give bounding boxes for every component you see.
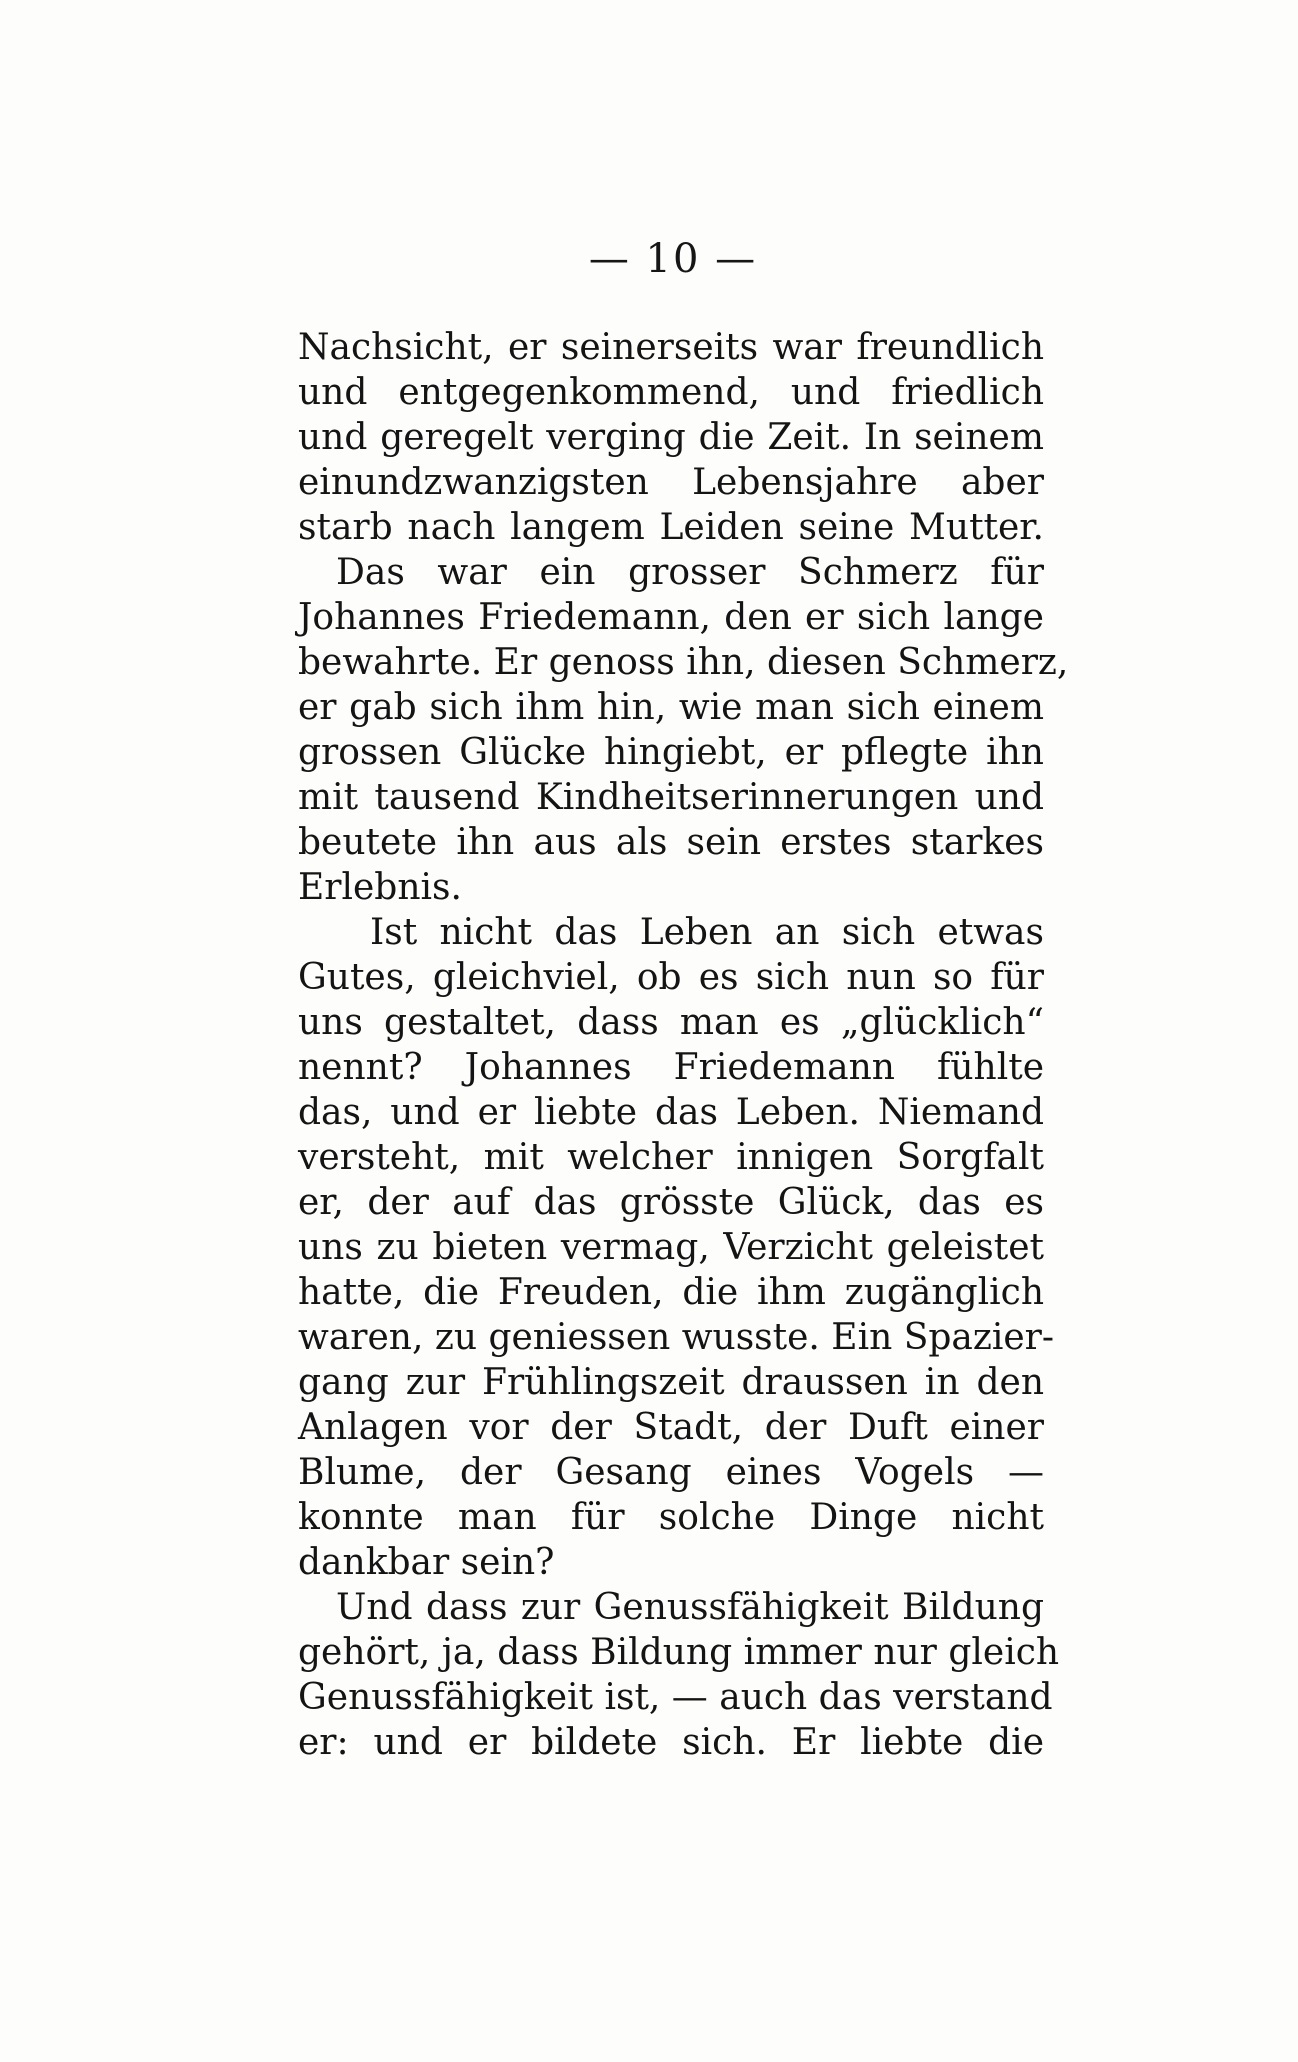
text-line: grossen Glücke hingiebt, er pflegte ihn — [298, 732, 1044, 773]
paragraph-4 — [298, 1585, 1060, 1765]
text-line: er, der auf das grösste Glück, das es — [298, 1182, 1044, 1223]
text-line: das, und er liebte das Leben. Niemand — [298, 1092, 1044, 1133]
text-line: er gab sich ihm hin, wie man sich einem — [298, 687, 1044, 728]
text-line: uns zu bieten vermag, Verzicht geleistet — [298, 1227, 1044, 1268]
text-line: beutete ihn aus als sein erstes starkes — [298, 822, 1044, 863]
text-line: Johannes Friedemann, den er sich lange — [298, 597, 1044, 638]
text-line: Nachsicht, er seinerseits war freundlich — [298, 327, 1044, 368]
text-line: und entgegenkommend, und friedlich — [298, 372, 1044, 413]
text-line: einundzwanzigsten Lebensjahre aber — [298, 462, 1044, 503]
text-line: Anlagen vor der Stadt, der Duft einer — [298, 1407, 1044, 1448]
text-line: uns gestaltet, dass man es „glücklich“ — [298, 1002, 1044, 1043]
text-line: dankbar sein? — [298, 1542, 555, 1583]
text-line: gehört, ja, dass Bildung immer nur gleich — [298, 1632, 1060, 1673]
body-text — [298, 325, 1069, 1765]
text-line: Ist nicht das Leben an sich etwas — [370, 912, 1044, 953]
text-line: konnte man für solche Dinge nicht — [298, 1497, 1044, 1538]
text-line: starb nach langem Leiden seine Mutter. — [298, 507, 1044, 548]
text-line: Das war ein grosser Schmerz für — [336, 552, 1044, 593]
text-line: hatte, die Freuden, die ihm zugänglich — [298, 1272, 1044, 1313]
text-line: bewahrte. Er genoss ihn, diesen Schmerz, — [298, 642, 1069, 683]
text-line: nennt? Johannes Friedemann fühlte — [298, 1047, 1044, 1088]
text-line: Gutes, gleichviel, ob es sich nun so für — [298, 957, 1044, 998]
text-line: Und dass zur Genussfähigkeit Bildung — [336, 1587, 1044, 1628]
text-line: Erlebnis. — [298, 867, 462, 908]
paragraph-2 — [298, 550, 1069, 910]
text-line: er: und er bildete sich. Er liebte die — [298, 1722, 1044, 1763]
text-line: Blume, der Gesang eines Vogels — — [298, 1452, 1044, 1493]
text-line: versteht, mit welcher innigen Sorgfalt — [298, 1137, 1044, 1178]
text-line: waren, zu geniessen wusste. Ein Spazier- — [298, 1317, 1055, 1358]
text-line: Genussfähigkeit ist, — auch das verstand — [298, 1677, 1053, 1718]
text-line: und geregelt verging die Zeit. In seinem — [298, 417, 1044, 458]
text-line: gang zur Frühlingszeit draussen in den — [298, 1362, 1044, 1403]
text-line: mit tausend Kindheitserinnerungen und — [298, 777, 1044, 818]
page-number: — 10 — — [588, 236, 758, 282]
paragraph-3 — [298, 910, 1055, 1585]
paragraph-1 — [298, 325, 1044, 550]
